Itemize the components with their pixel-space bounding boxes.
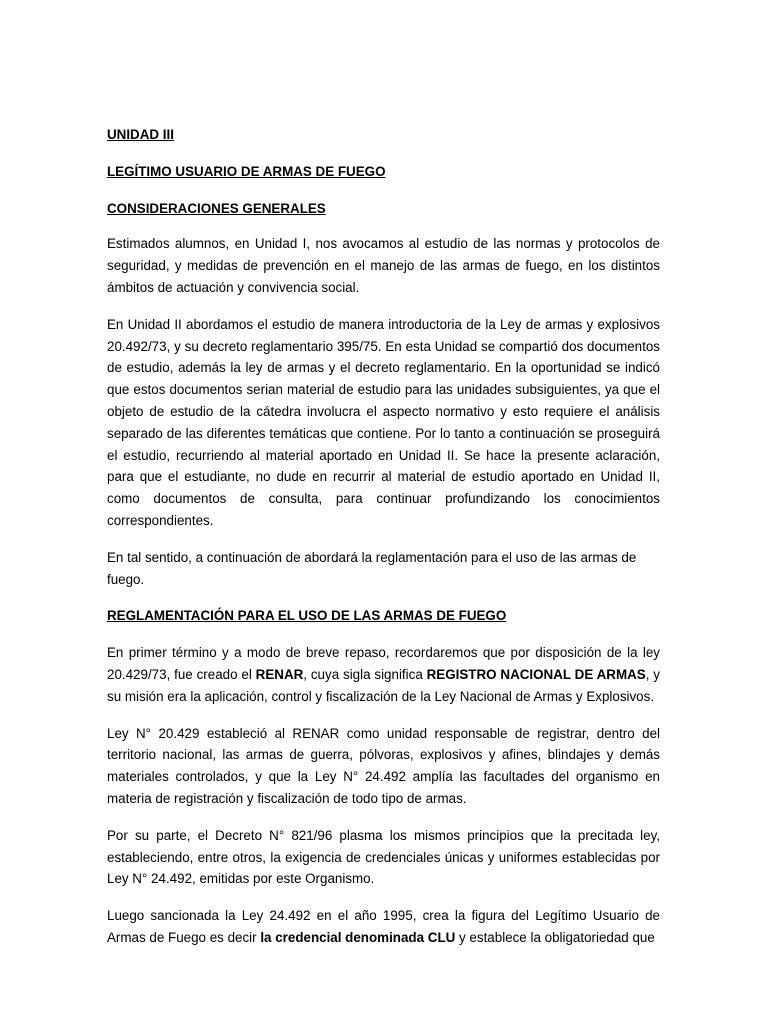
paragraph-law-24492: [107, 905, 660, 949]
document-page: [107, 124, 660, 964]
main-title: LEGÍTIMO USUARIO DE ARMAS DE FUEGO: [107, 163, 386, 179]
paragraph-intro: Estimados alumnos, en Unidad I, nos avocamos al estudio de las normas y protocolos de seguridad, y medidas de prevención en el manejo de las armas de fuego, en los distintos ámbitos de actuación y convivencia social.: [107, 236, 660, 295]
bold-run-registro: REGISTRO NACIONAL DE ARMAS: [426, 666, 646, 682]
bold-run-renar: RENAR: [255, 666, 304, 682]
section-title-regulation: REGLAMENTACIÓN PARA EL USO DE LAS ARMAS DE FUEGO: [107, 608, 507, 624]
text-run: y establece la obligatoriedad que: [455, 929, 655, 945]
section-title-general: CONSIDERACIONES GENERALES: [107, 200, 326, 216]
bold-run-clu: la credencial denominada CLU: [260, 929, 456, 945]
paragraph-transition: En tal sentido, a continuación de abordará la reglamentación para el uso de las armas de fuego.: [107, 549, 637, 587]
paragraph-law-20429: Ley N° 20.429 estableció al RENAR como unidad responsable de registrar, dentro del territorio nacional, las armas de guerra, pólvoras, explosivos y afines, blindajes y demás materiales controlados, y que la Ley N° 24.492 amplía las facultades del organismo en materia de registración y fiscalización de todo tipo de armas.: [107, 725, 660, 806]
text-run: , cuya sigla significa: [303, 666, 427, 682]
text-run: Luego sancionada la Ley 24.492 en el año 1995, crea la figura del Legítimo Usuario de Armas de Fuego es decir: [107, 908, 660, 945]
text-run: En primer término y a modo de breve repaso, recordaremos que por disposición de la ley 20.429/73, fue creado el: [107, 645, 660, 682]
text-run: , y su misión era la aplicación, control y fiscalización de la Ley Nacional de Armas y Explosivos.: [107, 666, 660, 704]
paragraph-decree-821: Por su parte, el Decreto N° 821/96 plasma los mismos principios que la precitada ley, estableciendo, entre otros, la exigencia de credenciales únicas y uniformes establecidas por Ley N° 24.492, emitidas por este Organismo.: [107, 827, 660, 887]
unit-title: UNIDAD III: [107, 127, 174, 142]
paragraph-renar: [107, 642, 660, 707]
paragraph-unit-two: En Unidad II abordamos el estudio de manera introductoria de la Ley de armas y explosivos 20.492/73, y su decreto reglamentario 395/75. En esta Unidad se compartió dos documentos de estudio, además la ley de armas y el decreto reglamentario. En la oportunidad se indicó que estos documentos serian material de estudio para las unidades subsiguientes, ya que el objeto de estudio de la cátedra involucra el aspecto normativo y esto requiere el análisis separado de las diferentes temáticas que contiene. Por lo tanto a continuación se proseguirá el estudio, recurriendo al material aportado en Unidad II. Se hace la presente aclaración, para que el estudiante, no dude en recurrir al material de estudio aportado en Unidad II, como documentos de consulta, para continuar profundizando los conocimientos correspondientes.: [107, 316, 660, 528]
